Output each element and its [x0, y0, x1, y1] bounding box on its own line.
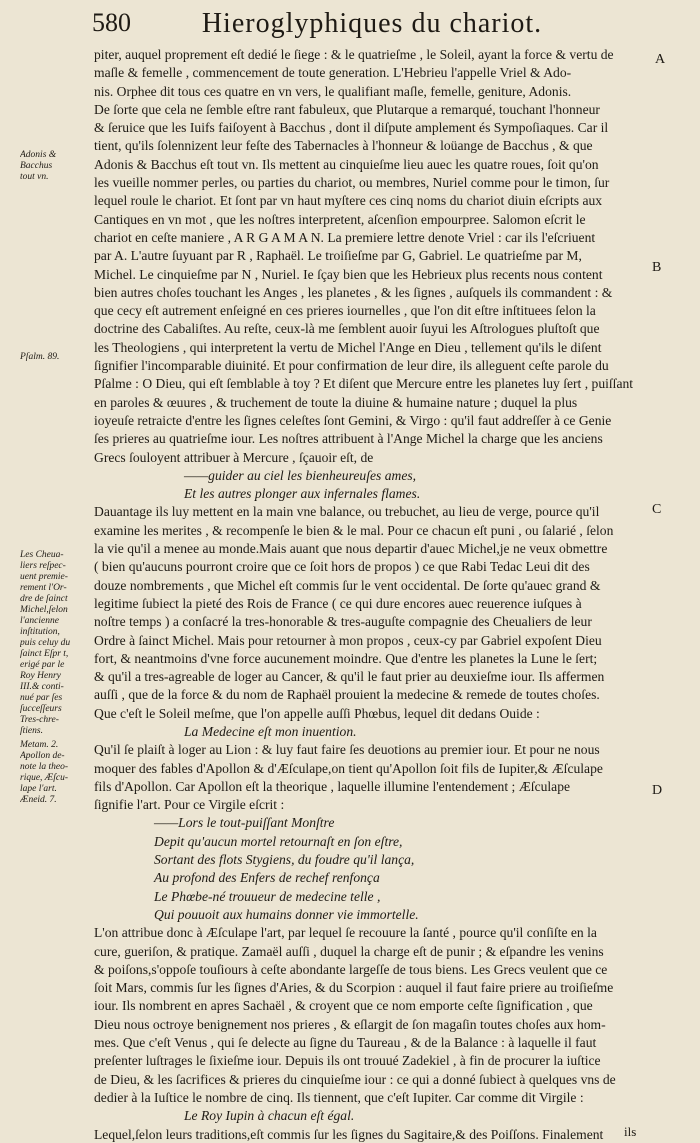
- running-head: Hieroglyphiques du chariot.: [201, 8, 543, 39]
- text-line: les Theologiens , qui interpretent la vertu de Michel l'Ange en Dieu , tellement qu'ils le diſent: [94, 339, 602, 355]
- text-line: Lequel,ſelon leurs traditions,eſt commis ſur les ſignes du Sagitaire,& des Poiſſons. Finalement: [94, 1126, 604, 1142]
- margin-note-metam: Metam. 2. Apollon de- note la theo- rique, Æſcu- lape l'art. Æneid. 7.: [20, 740, 69, 805]
- text-line: fils d'Apollon. Car Apollon eſt la theorique , laquelle illumine l'entendement ; Æſculape: [94, 778, 571, 794]
- text-line: dedier à la Iuſtice le nombre de cinq. Ils tiennent, que c'eſt Iupiter. Car comme dit Virgile :: [94, 1089, 584, 1105]
- text-line: Grecs ſouloyent attribuer à Mercure , ſçauoir eſt, de: [94, 449, 374, 465]
- text-line: tient, qu'ils ſolennizent leur feſte des Tabernacles à l'honneur & loüange de Bacchus , & que: [94, 138, 593, 154]
- text-line: & qu'il a tres-agreable de loger au Cancer, & qu'il le faut prier au deuxieſme iour. Ils affermen: [94, 669, 605, 685]
- text-line: Dauantage ils luy mettent en la main vne balance, ou trebuchet, au lieu de verge, pource qu'il: [94, 504, 600, 520]
- text-line: ſes prieres au quatrieſme iour. Les noſtres attribuent à l'Ange Michel la charge que les anciens: [94, 431, 603, 447]
- text-line: de Dieu, & les ſacrifices & prieres du cinquieſme iour : ce qui a donné ſubiect à quelques vns de: [94, 1071, 616, 1087]
- catchword: ils: [624, 1124, 637, 1139]
- text-line: Michel. Le cinquieſme par N , Nuriel. Ie ſçay bien que les Hebrieux plus recents nous content: [94, 266, 603, 282]
- text-line: ſoit Mars, commis ſur les ſignes d'Aries, & du Scorpion : auquel il faut faire priere au troiſieſme: [94, 980, 614, 996]
- verse-line: Qui pouuoit aux humains donner vie immortelle.: [154, 906, 419, 922]
- text-line: en paroles & œuures , & truchement de toute la diuine & humaine nature ; duquel la plus: [94, 394, 578, 410]
- verse-line: Et les autres plonger aux infernales flames.: [184, 486, 421, 502]
- margin-note-psalm: Pſalm. 89.: [20, 352, 60, 362]
- text-line: Adonis & Bacchus eſt tout vn. Ils mettent au cinquieſme lieu auec les quatre roues, ſoit qu'on: [94, 156, 599, 172]
- verse-line: Le Phœbe-né trouueur de medecine telle ,: [154, 888, 381, 904]
- side-letter-b: B: [652, 260, 662, 275]
- side-letter-c: C: [652, 502, 662, 517]
- verse-line: La Medecine eſt mon inuention.: [184, 723, 357, 739]
- text-line: bien autres choſes touchant les Anges , les planetes , & les ſignes , auſquels ils commandent : &: [94, 284, 613, 300]
- text-line: lequel roule le chariot. Et ſont par vn haut myſtere ces cinq noms du chariot diuin eſcripts aux: [94, 193, 603, 209]
- text-line: Cantiques en vn mot , que les noſtres interpretent, aſcenſion empourpree. Salomon eſcrit le: [94, 211, 586, 227]
- margin-note-chevaliers: Les Cheua- liers reſpec- uent premie- rement l'Or- dre de ſainct Michel,ſelon l'ancienne inſtitution, puis celuy du ſainct Eſpr t, erigé par le Roy Henry III.& conti- nué par ſes ſucceſſeurs Tres-chre- ſtiens.: [20, 550, 71, 736]
- text-line: ioyeuſe retraicte d'entre les ſignes celeſtes ſont Gemini, & Virgo : qu'il faut addreſſer à ce Genie: [94, 412, 612, 428]
- verse-line: Le Roy Iupin à chacun eſt égal.: [184, 1108, 355, 1124]
- text-line: ( bien qu'aucuns pourront croire que ce ſoit hors de propos ) ce que Rabi Tedac Leui dit des: [94, 559, 590, 575]
- text-line: noſtre temps ) a conſacré la tres-honorable & tres-auguſte compagnie des Cheualiers de leur: [94, 614, 592, 630]
- text-line: preſenter luſtrages le ſixieſme iour. Depuis ils ont trouué Zadekiel , à fin de procurer la iuſtice: [94, 1053, 601, 1069]
- text-line: maſle & femelle , commencement de toute generation. L'Hebrieu l'appelle Vriel & Ado-: [94, 65, 572, 81]
- text-line: doctrine des Cabaliſtes. Au reſte, ceux-là me ſemblent auoir ſuyui les Aſtrologues pluſtoſt que: [94, 321, 600, 337]
- text-line: Dieu nous octroye benignement nos prieres , & eſlargit de ſon magaſin toutes choſes aux hom-: [94, 1016, 606, 1032]
- side-letter-a: A: [655, 52, 666, 67]
- page-header: [92, 8, 652, 42]
- text-line: douze nombrements , que Michel eſt commis ſur le vent occidental. De ſorte qu'auec grand &: [94, 577, 601, 593]
- text-line: ſignifier l'incomparable diuinité. Et pour confirmation de leur dire, ils alleguent ceſte parole du: [94, 358, 609, 374]
- verse-line: Depit qu'aucun mortel retournaſt en ſon eſtre,: [154, 833, 403, 849]
- text-line: les vueille nommer perles, ou parties du chariot, ou membres, Nuriel comme pour le timon, ſur: [94, 175, 610, 191]
- text-line: par A. L'autre ſuyuant par R , Raphaël. Le troiſieſme par G, Gabriel. Le quatrieſme par M,: [94, 248, 582, 264]
- verse-line: ——Lors le tout-puiſſant Monſtre: [154, 815, 335, 831]
- text-line: Que c'eſt le Soleil meſme, que l'on appelle auſſi Phœbus, lequel dit dedans Ouide :: [94, 705, 540, 721]
- text-line: & poiſons,s'oppoſe touſiours à ceſte abondante largeſſe de tous biens. Les Grecs veulent que ce: [94, 961, 608, 977]
- text-line: De ſorte que cela ne ſemble eſtre rant fabuleux, que Plutarque a remarqué, touchant l'honneur: [94, 101, 600, 117]
- text-line: Pſalme : O Dieu, qui eſt ſemblable à toy ? Et diſent que Mercure entre les planetes luy ſert , puiſſant: [94, 376, 634, 392]
- text-line: piter, auquel proprement eſt dedié le ſiege : & le quatrieſme , le Soleil, ayant la force & vertu de: [94, 47, 614, 62]
- text-line: ſignifie l'art. Pour ce Virgile eſcrit :: [94, 797, 285, 813]
- text-line: que cecy eſt autrement enſeigné en ces prieres iournelles , que l'on dit eſtre inſtituees ſelon la: [94, 303, 596, 319]
- text-line: mes. Que c'eſt Venus , qui ſe delecte au ſigne du Taureau , & de la Balance : à laquelle il faut: [94, 1035, 597, 1051]
- text-line: iour. Ils nombrent en apres Sachaël , & croyent que ce nom emporte ceſte ſignification , que: [94, 998, 593, 1014]
- side-letter-d: D: [652, 783, 663, 798]
- verse-line: ——guider au ciel les bienheureuſes ames,: [184, 467, 417, 483]
- text-line: chariot en ceſte maniere , A R G A M A N. La premiere lettre denote Vriel : car ils l'eſcriuent: [94, 229, 596, 245]
- text-line: cure, gueriſon, & pratique. Zamaël auſſi , duquel la charge eſt de punir ; & eſpandre les venins: [94, 943, 604, 959]
- text-line: & ſeruice que les Iuifs faiſoyent à Bacchus , dont il diſpute amplement és Sympoſiaques. Car il: [94, 120, 609, 136]
- verse-line: Au profond des Enfers de rechef renfonça: [154, 870, 380, 886]
- text-line: auſſi , que de la force & du nom de Raphaël prouient la medecine & remede de toutes choſes.: [94, 687, 600, 703]
- margin-note-adonis: Adonis & Bacchus tout vn.: [20, 150, 57, 182]
- text-line: nis. Orphee dit tous ces quatre en vn vers, le qualifiant maſle, femelle, geniture, Adonis.: [94, 83, 572, 99]
- text-line: moquer des fables d'Apollon & d'Æſculape,on tient qu'Apollon ſoit fils de Iupiter,& Æſculape: [94, 760, 603, 776]
- text-line: examine les merites , & recompenſe le bien & le mal. Pour ce chacun eſt puni , ou ſalarié , ſelon: [94, 522, 614, 538]
- text-column: [94, 46, 649, 1143]
- verse-line: Sortant des flots Stygiens, du foudre qu'il lança,: [154, 852, 415, 868]
- text-line: L'on attribue donc à Æſculape l'art, par lequel ſe recouure la ſanté , pource qu'il conſiſte en la: [94, 925, 597, 941]
- page-number: 580: [92, 8, 131, 37]
- text-line: Qu'il ſe plaiſt à loger au Lion : & luy faut faire ſes deuotions au premier iour. Et pour ne nous: [94, 742, 600, 758]
- text-line: la vie qu'il a menee au monde.Mais auant que nous departir d'auec Michel,je ne veux obmettre: [94, 541, 608, 557]
- text-line: Ordre à ſainct Michel. Mais pour retourner à mon propos , ceux-cy par Gabriel expoſent Dieu: [94, 632, 602, 648]
- text-line: legitime ſubiect la pieté des Rois de France ( ce qui dure encores auec reuerence iuſques à: [94, 595, 582, 611]
- text-line: fort, & neantmoins d'vne force aucunement moindre. Que d'entre les planetes la Lune le ſert;: [94, 650, 598, 666]
